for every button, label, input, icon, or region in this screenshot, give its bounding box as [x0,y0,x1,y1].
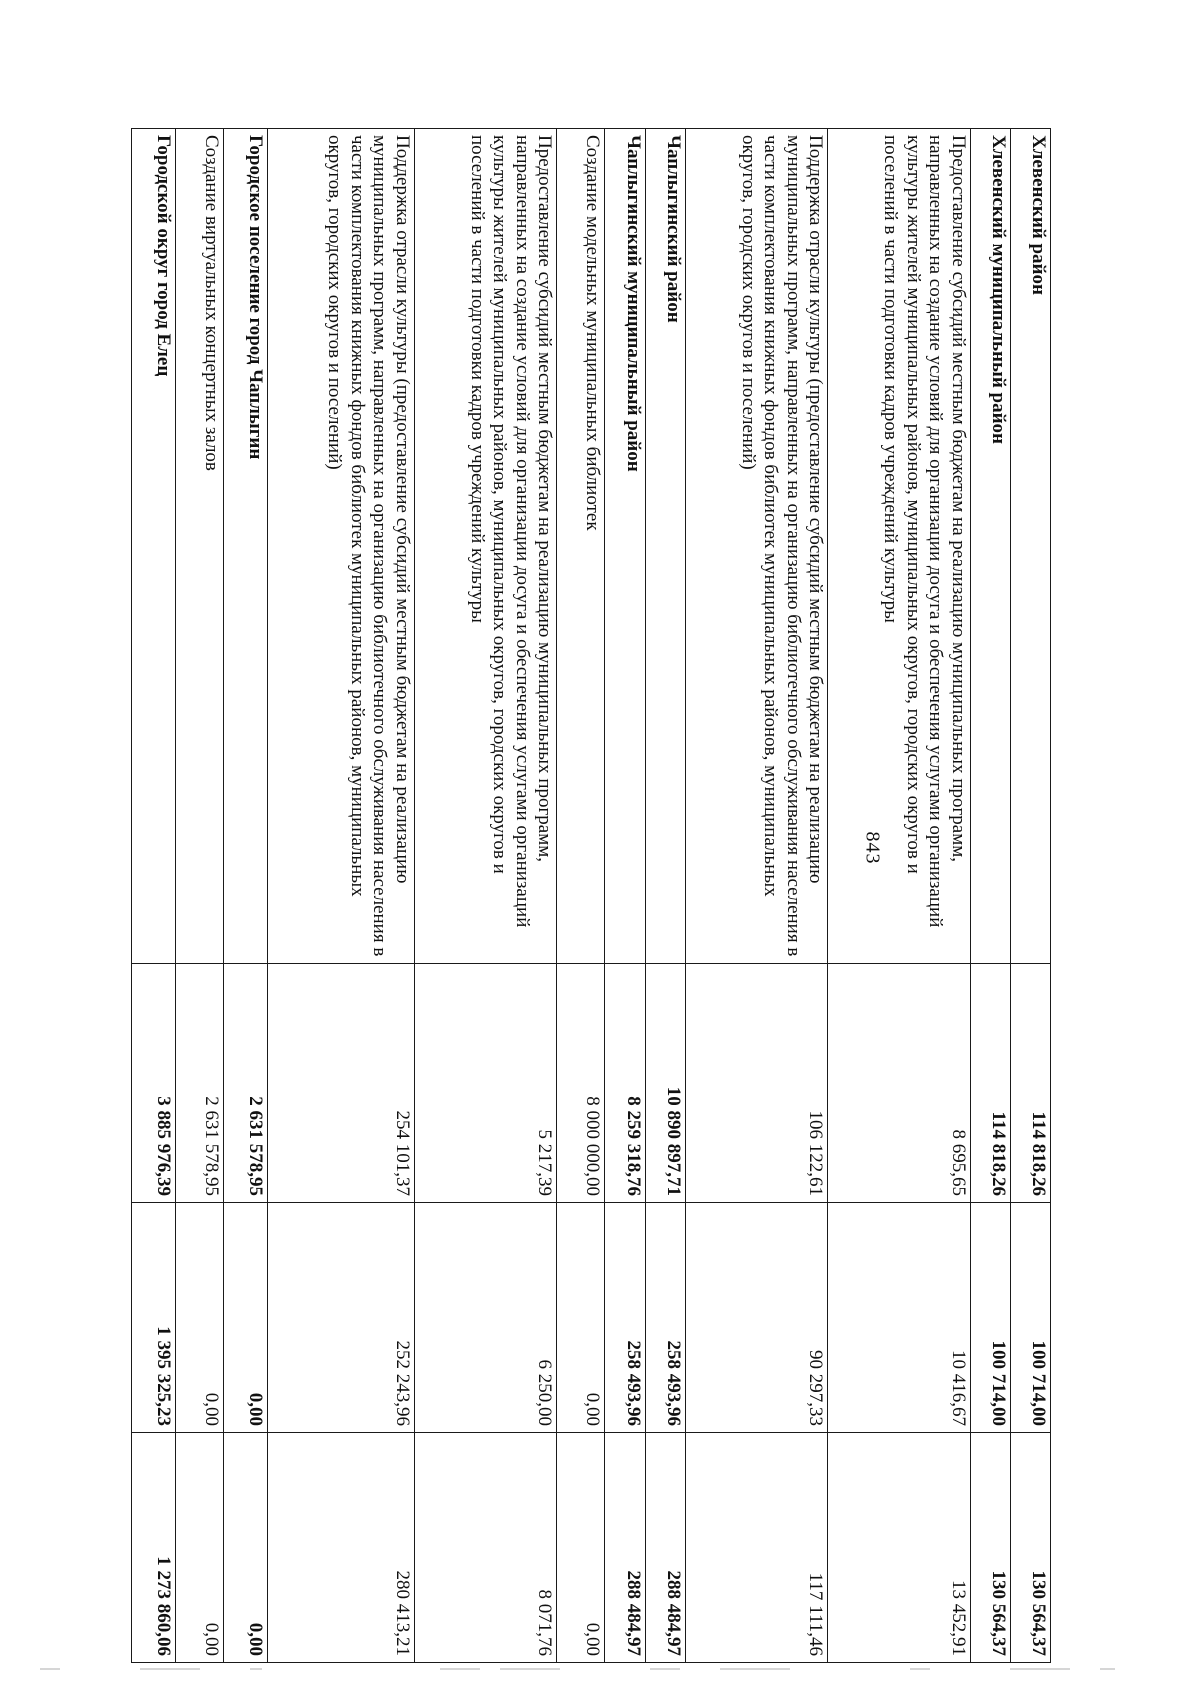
row-name-cell: Поддержка отрасли культуры (предоставление субсидий местным бюджетам на реализацию муниципальных программ, направленных на организацию библиотечного обслуживания населения в части комплектования книжных фондов библиотек муниципальных районов, муниципальных округов, городских округов и поселений) [685,129,827,964]
value-cell-3: 130 564,37 [1010,1433,1050,1663]
value-cell-1: 114 818,26 [1010,964,1050,1203]
row-name-cell: Создание виртуальных концертных залов [175,129,223,964]
value-cell-1: 106 122,61 [685,964,827,1203]
value-cell-3: 0,00 [175,1433,223,1663]
row-name-cell: Городское поселение город Чаплыгин [223,129,267,964]
value-cell-3: 8 071,76 [414,1433,556,1663]
table-row [267,129,414,1663]
value-cell-2: 252 243,96 [267,1203,414,1433]
page-number: 843 [861,831,884,865]
value-cell-2: 100 714,00 [1010,1203,1050,1433]
table-row [1010,129,1050,1663]
table-row [605,129,645,1663]
value-cell-3: 288 484,97 [645,1433,685,1663]
value-cell-1: 8 695,65 [828,964,970,1203]
value-cell-3: 117 111,46 [685,1433,827,1663]
value-cell-3: 0,00 [223,1433,267,1663]
scan-artifact-line [0,1665,1200,1673]
row-name-cell: Предоставление субсидий местным бюджетам на реализацию муниципальных программ, направленных на создание условий для организации досуга и обеспечения услугами организаций культуры жителей муниципальных районов, муниципальных округов, городских округов и поселений в части подготовки кадров учреждений культуры [414,129,556,964]
value-cell-2: 258 493,96 [645,1203,685,1433]
row-name-cell: Городской округ город Елец [132,129,176,964]
row-name-cell: Предоставление субсидий местным бюджетам на реализацию муниципальных программ, направленных на создание условий для организации досуга и обеспечения услугами организаций культуры жителей муниципальных районов, муниципальных округов, городских округов и поселений в части подготовки кадров учреждений культуры [828,129,970,964]
table-row [645,129,685,1663]
value-cell-1: 254 101,37 [267,964,414,1203]
value-cell-3: 1 273 860,06 [132,1433,176,1663]
row-name-cell: Чаплыгинский район [645,129,685,964]
row-name-cell: Чаплыгинский муниципальный район [605,129,645,964]
value-cell-1: 8 000 000,00 [557,964,605,1203]
table-row [557,129,605,1663]
value-cell-3: 288 484,97 [605,1433,645,1663]
value-cell-2: 0,00 [175,1203,223,1433]
row-name-cell: Хлевенский муниципальный район [970,129,1010,964]
value-cell-1: 114 818,26 [970,964,1010,1203]
value-cell-2: 6 250,00 [414,1203,556,1433]
value-cell-2: 0,00 [557,1203,605,1433]
value-cell-3: 13 452,91 [828,1433,970,1663]
value-cell-1: 10 890 897,71 [645,964,685,1203]
table-row [828,129,970,1663]
value-cell-2: 90 297,33 [685,1203,827,1433]
value-cell-2: 1 395 325,23 [132,1203,176,1433]
value-cell-2: 10 416,67 [828,1203,970,1433]
budget-table-rotated [131,128,1051,1662]
value-cell-1: 2 631 578,95 [223,964,267,1203]
value-cell-3: 0,00 [557,1433,605,1663]
value-cell-1: 5 217,39 [414,964,556,1203]
value-cell-1: 3 885 976,39 [132,964,176,1203]
table-row [685,129,827,1663]
table-row [970,129,1010,1663]
row-name-cell: Поддержка отрасли культуры (предоставление субсидий местным бюджетам на реализацию муниципальных программ, направленных на организацию библиотечного обслуживания населения в части комплектования книжных фондов библиотек муниципальных районов, муниципальных округов, городских округов и поселений) [267,129,414,964]
row-name-cell: Создание модельных муниципальных библиотек [557,129,605,964]
value-cell-1: 2 631 578,95 [175,964,223,1203]
table-row [175,129,223,1663]
value-cell-2: 100 714,00 [970,1203,1010,1433]
value-cell-2: 0,00 [223,1203,267,1433]
value-cell-3: 130 564,37 [970,1433,1010,1663]
row-name-cell: Хлевенский район [1010,129,1050,964]
value-cell-2: 258 493,96 [605,1203,645,1433]
value-cell-3: 280 413,21 [267,1433,414,1663]
table-row [223,129,267,1663]
table-row [414,129,556,1663]
table-row [132,129,176,1663]
value-cell-1: 8 259 318,76 [605,964,645,1203]
budget-table [131,128,1051,1663]
